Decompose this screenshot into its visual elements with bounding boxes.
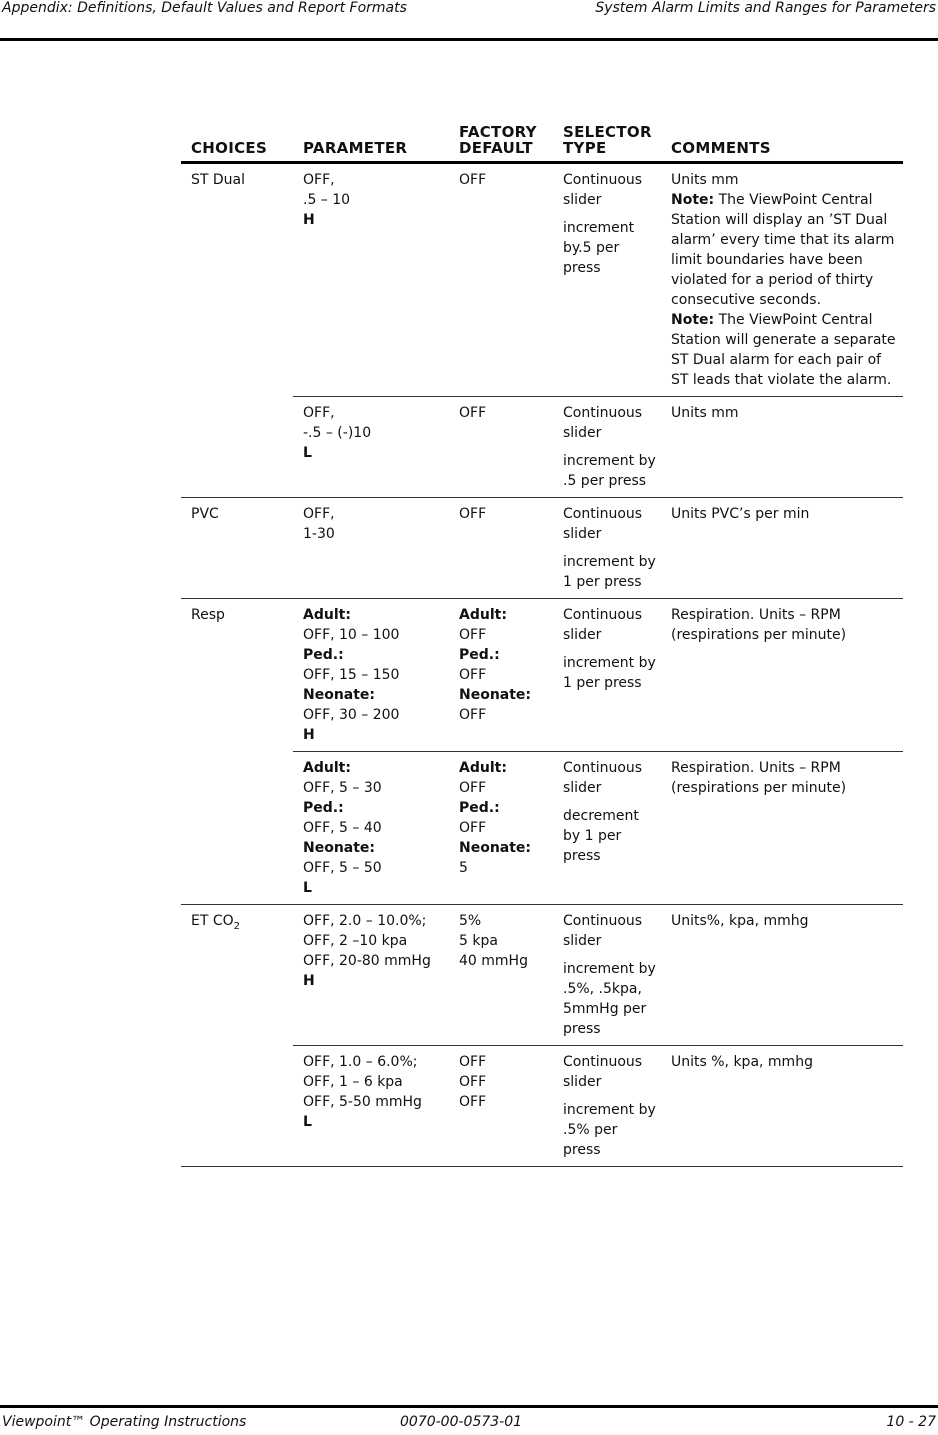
- footer-manual-title: Viewpoint™ Operating Instructions: [2, 1414, 247, 1430]
- default-cell: 5% 5 kpa 40 mmHg: [449, 905, 553, 1046]
- comment-cell: Units PVC’s per min: [661, 498, 903, 599]
- col-factory-default: FACTORY DEFAULT: [449, 124, 553, 163]
- default-cell: Adult: OFF Ped.: OFF Neonate: OFF: [449, 599, 553, 752]
- selector-cell: Continuous slider decrement by 1 per press: [553, 752, 661, 905]
- selector-cell: Continuous slider increment by.5 per press: [553, 163, 661, 397]
- selector-cell: Continuous slider increment by .5% per press: [553, 1046, 661, 1167]
- parameter-cell: Adult: OFF, 10 – 100 Ped.: OFF, 15 – 150 Neonate: OFF, 30 – 200 H: [293, 599, 449, 752]
- table-row: [181, 905, 903, 1046]
- parameter-cell: OFF, 2.0 – 10.0%; OFF, 2 –10 kpa OFF, 20-80 mmHg H: [293, 905, 449, 1046]
- table-header-row: [181, 124, 903, 163]
- default-cell: OFF: [449, 498, 553, 599]
- parameter-cell: OFF, -.5 – (-)10 L: [293, 397, 449, 498]
- choice-st-dual: ST Dual: [181, 163, 293, 498]
- col-comments: COMMENTS: [661, 124, 903, 163]
- col-parameter: PARAMETER: [293, 124, 449, 163]
- default-cell: OFF: [449, 163, 553, 397]
- comment-cell: Respiration. Units – RPM (respirations per minute): [661, 752, 903, 905]
- table-row: [181, 498, 903, 599]
- choice-etco2: ET $CO_2$: [181, 905, 293, 1167]
- selector-cell: Continuous slider increment by 1 per press: [553, 599, 661, 752]
- comment-cell: Respiration. Units – RPM (respirations per minute): [661, 599, 903, 752]
- header-section-title: Appendix: Definitions, Default Values and Report Formats: [2, 0, 407, 16]
- parameter-cell: OFF, 1-30: [293, 498, 449, 599]
- parameter-cell: Adult: OFF, 5 – 30 Ped.: OFF, 5 – 40 Neonate: OFF, 5 – 50 L: [293, 752, 449, 905]
- footer-page-number: 10 - 27: [886, 1414, 936, 1430]
- comment-cell: Units mm: [661, 397, 903, 498]
- selector-cell: Continuous slider increment by 1 per press: [553, 498, 661, 599]
- default-cell: OFF: [449, 397, 553, 498]
- col-choices: CHOICES: [181, 124, 293, 163]
- comment-cell: Units%, kpa, mmhg: [661, 905, 903, 1046]
- header-topic-title: System Alarm Limits and Ranges for Parameters: [595, 0, 936, 16]
- col-selector-type: SELECTOR TYPE: [553, 124, 661, 163]
- default-cell: OFF OFF OFF: [449, 1046, 553, 1167]
- choice-resp: Resp: [181, 599, 293, 905]
- default-cell: Adult: OFF Ped.: OFF Neonate: 5: [449, 752, 553, 905]
- footer-part-number: 0070-00-0573-01: [400, 1414, 523, 1430]
- choice-pvc: PVC: [181, 498, 293, 599]
- page-header: [0, 0, 938, 40]
- table-row: [181, 599, 903, 752]
- comment-cell: Units mm Note: The ViewPoint Central Station will display an ’ST Dual alarm’ every time that its alarm limit boundaries have been violated for a period of thirty consecutive seconds. Note: The ViewPoint Central Station will generate a separate ST Dual alarm for each pair of ST leads that violate the alarm.: [661, 163, 903, 397]
- parameter-cell: OFF, 1.0 – 6.0%; OFF, 1 – 6 kpa OFF, 5-50 mmHg L: [293, 1046, 449, 1167]
- selector-cell: Continuous slider increment by .5 per press: [553, 397, 661, 498]
- parameter-cell: OFF, .5 – 10 H: [293, 163, 449, 397]
- alarm-limits-table: [181, 124, 903, 1167]
- table-row: [181, 163, 903, 397]
- footer-rule: [0, 1405, 938, 1408]
- selector-cell: Continuous slider increment by .5%, .5kpa, 5mmHg per press: [553, 905, 661, 1046]
- comment-cell: Units %, kpa, mmhg: [661, 1046, 903, 1167]
- page-footer: [0, 1405, 938, 1435]
- header-rule: [0, 38, 938, 41]
